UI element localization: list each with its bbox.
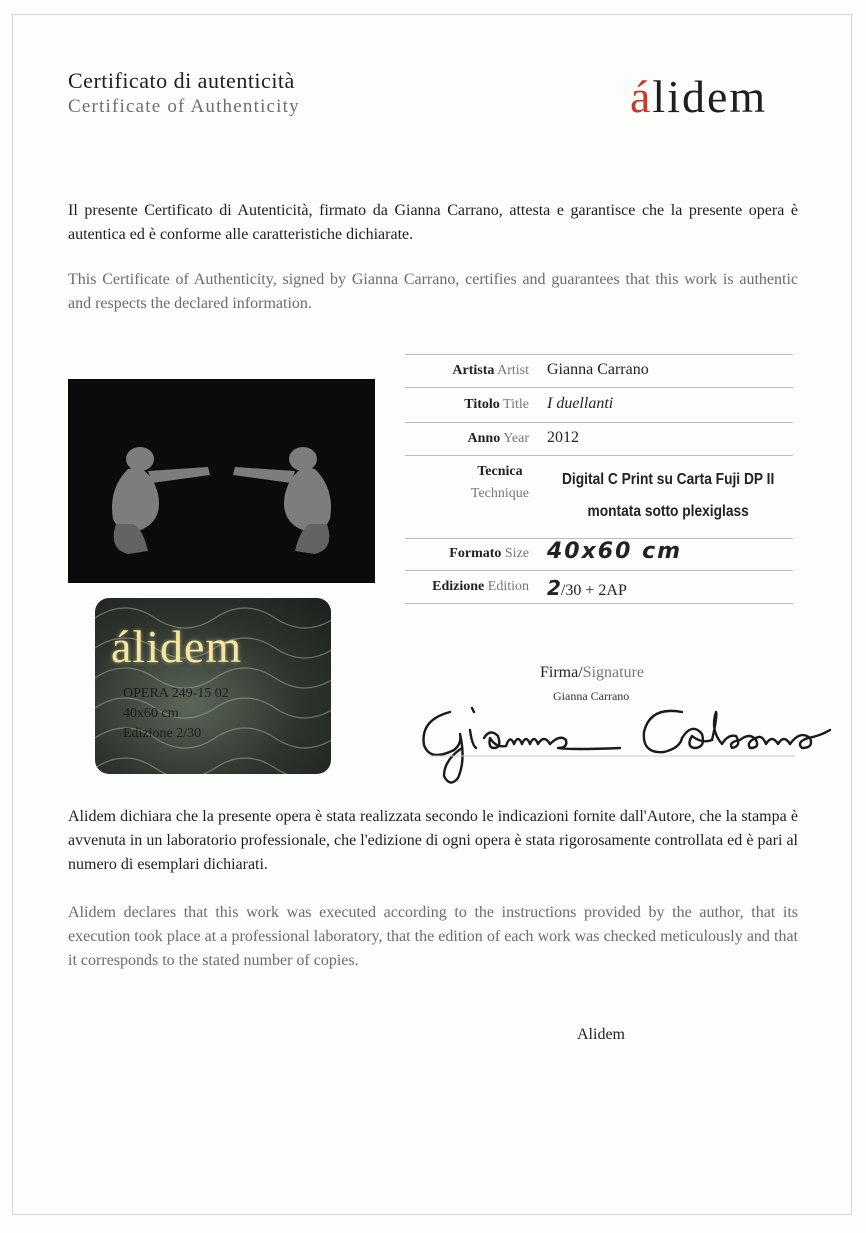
issuer-name: Alidem xyxy=(577,1026,625,1043)
alidem-logo: álidem xyxy=(630,71,768,122)
title-label: Titolo Title xyxy=(464,397,529,412)
artwork-photo xyxy=(68,379,375,583)
size-label: Formato Size xyxy=(449,546,529,561)
technique-value: Digital C Print su Carta Fuji DP II montata sotto plexiglass xyxy=(562,471,775,520)
edition-value: 2/30 + 2AP xyxy=(547,576,627,600)
hologram-line-1: OPERA 249-15 02 xyxy=(123,686,229,701)
hologram-line-3: Edizione 2/30 xyxy=(123,726,202,741)
artwork-figures-image xyxy=(68,379,375,583)
handwritten-signature xyxy=(410,690,850,790)
title-english: Certificate of Authenticity xyxy=(68,96,300,117)
intro-italian: Il presente Certificato di Autenticità, firmato da Gianna Carrano, attesta e garantisce che la presente opera è autentica ed è conforme alle caratteristiche dichiarate. xyxy=(68,202,798,243)
signer-name: Gianna Carrano xyxy=(553,689,630,703)
artist-value: Gianna Carrano xyxy=(547,361,649,378)
row-edition xyxy=(405,570,793,604)
hologram-line-2: 40x60 cm xyxy=(123,706,179,721)
size-value-handwritten: 40x60 cm xyxy=(547,539,683,564)
year-value: 2012 xyxy=(547,429,579,446)
intro-english: This Certificate of Authenticity, signed by Gianna Carrano, certifies and guarantees that this work is authentic and respects the declared information. xyxy=(68,271,798,312)
row-year xyxy=(405,422,793,455)
certificate-header xyxy=(68,68,300,118)
year-label: Anno Year xyxy=(467,431,529,446)
hologram-seal xyxy=(95,598,331,774)
declaration-italian: Alidem dichiara che la presente opera è stata realizzata secondo le indicazioni fornite dall'Autore, che la stampa è avvenuta in un laboratorio professionale, che l'edizione di ogni opera è stata rigorosamente controllata ed è pari al numero di esemplari dichiarati. xyxy=(68,808,798,873)
hologram-logo: álidem xyxy=(111,621,243,672)
row-size xyxy=(405,538,793,570)
artist-label: Artista Artist xyxy=(452,363,529,378)
edition-label: Edizione Edition xyxy=(432,579,529,594)
row-technique xyxy=(405,455,793,538)
signature-label: Firma/Signature xyxy=(540,664,644,681)
title-italian: Certificato di autenticità xyxy=(68,68,295,93)
declaration-english: Alidem declares that this work was executed according to the instructions provided by the author, that its execution took place at a professional laboratory, that the edition of each work was checked meticulously and that it corresponds to the stated number of copies. xyxy=(68,904,798,969)
technique-label: Tecnica Technique xyxy=(470,464,529,501)
row-title xyxy=(405,387,793,422)
title-value: I duellanti xyxy=(547,395,614,412)
row-artist xyxy=(405,354,793,387)
artwork-details-table xyxy=(405,354,793,604)
